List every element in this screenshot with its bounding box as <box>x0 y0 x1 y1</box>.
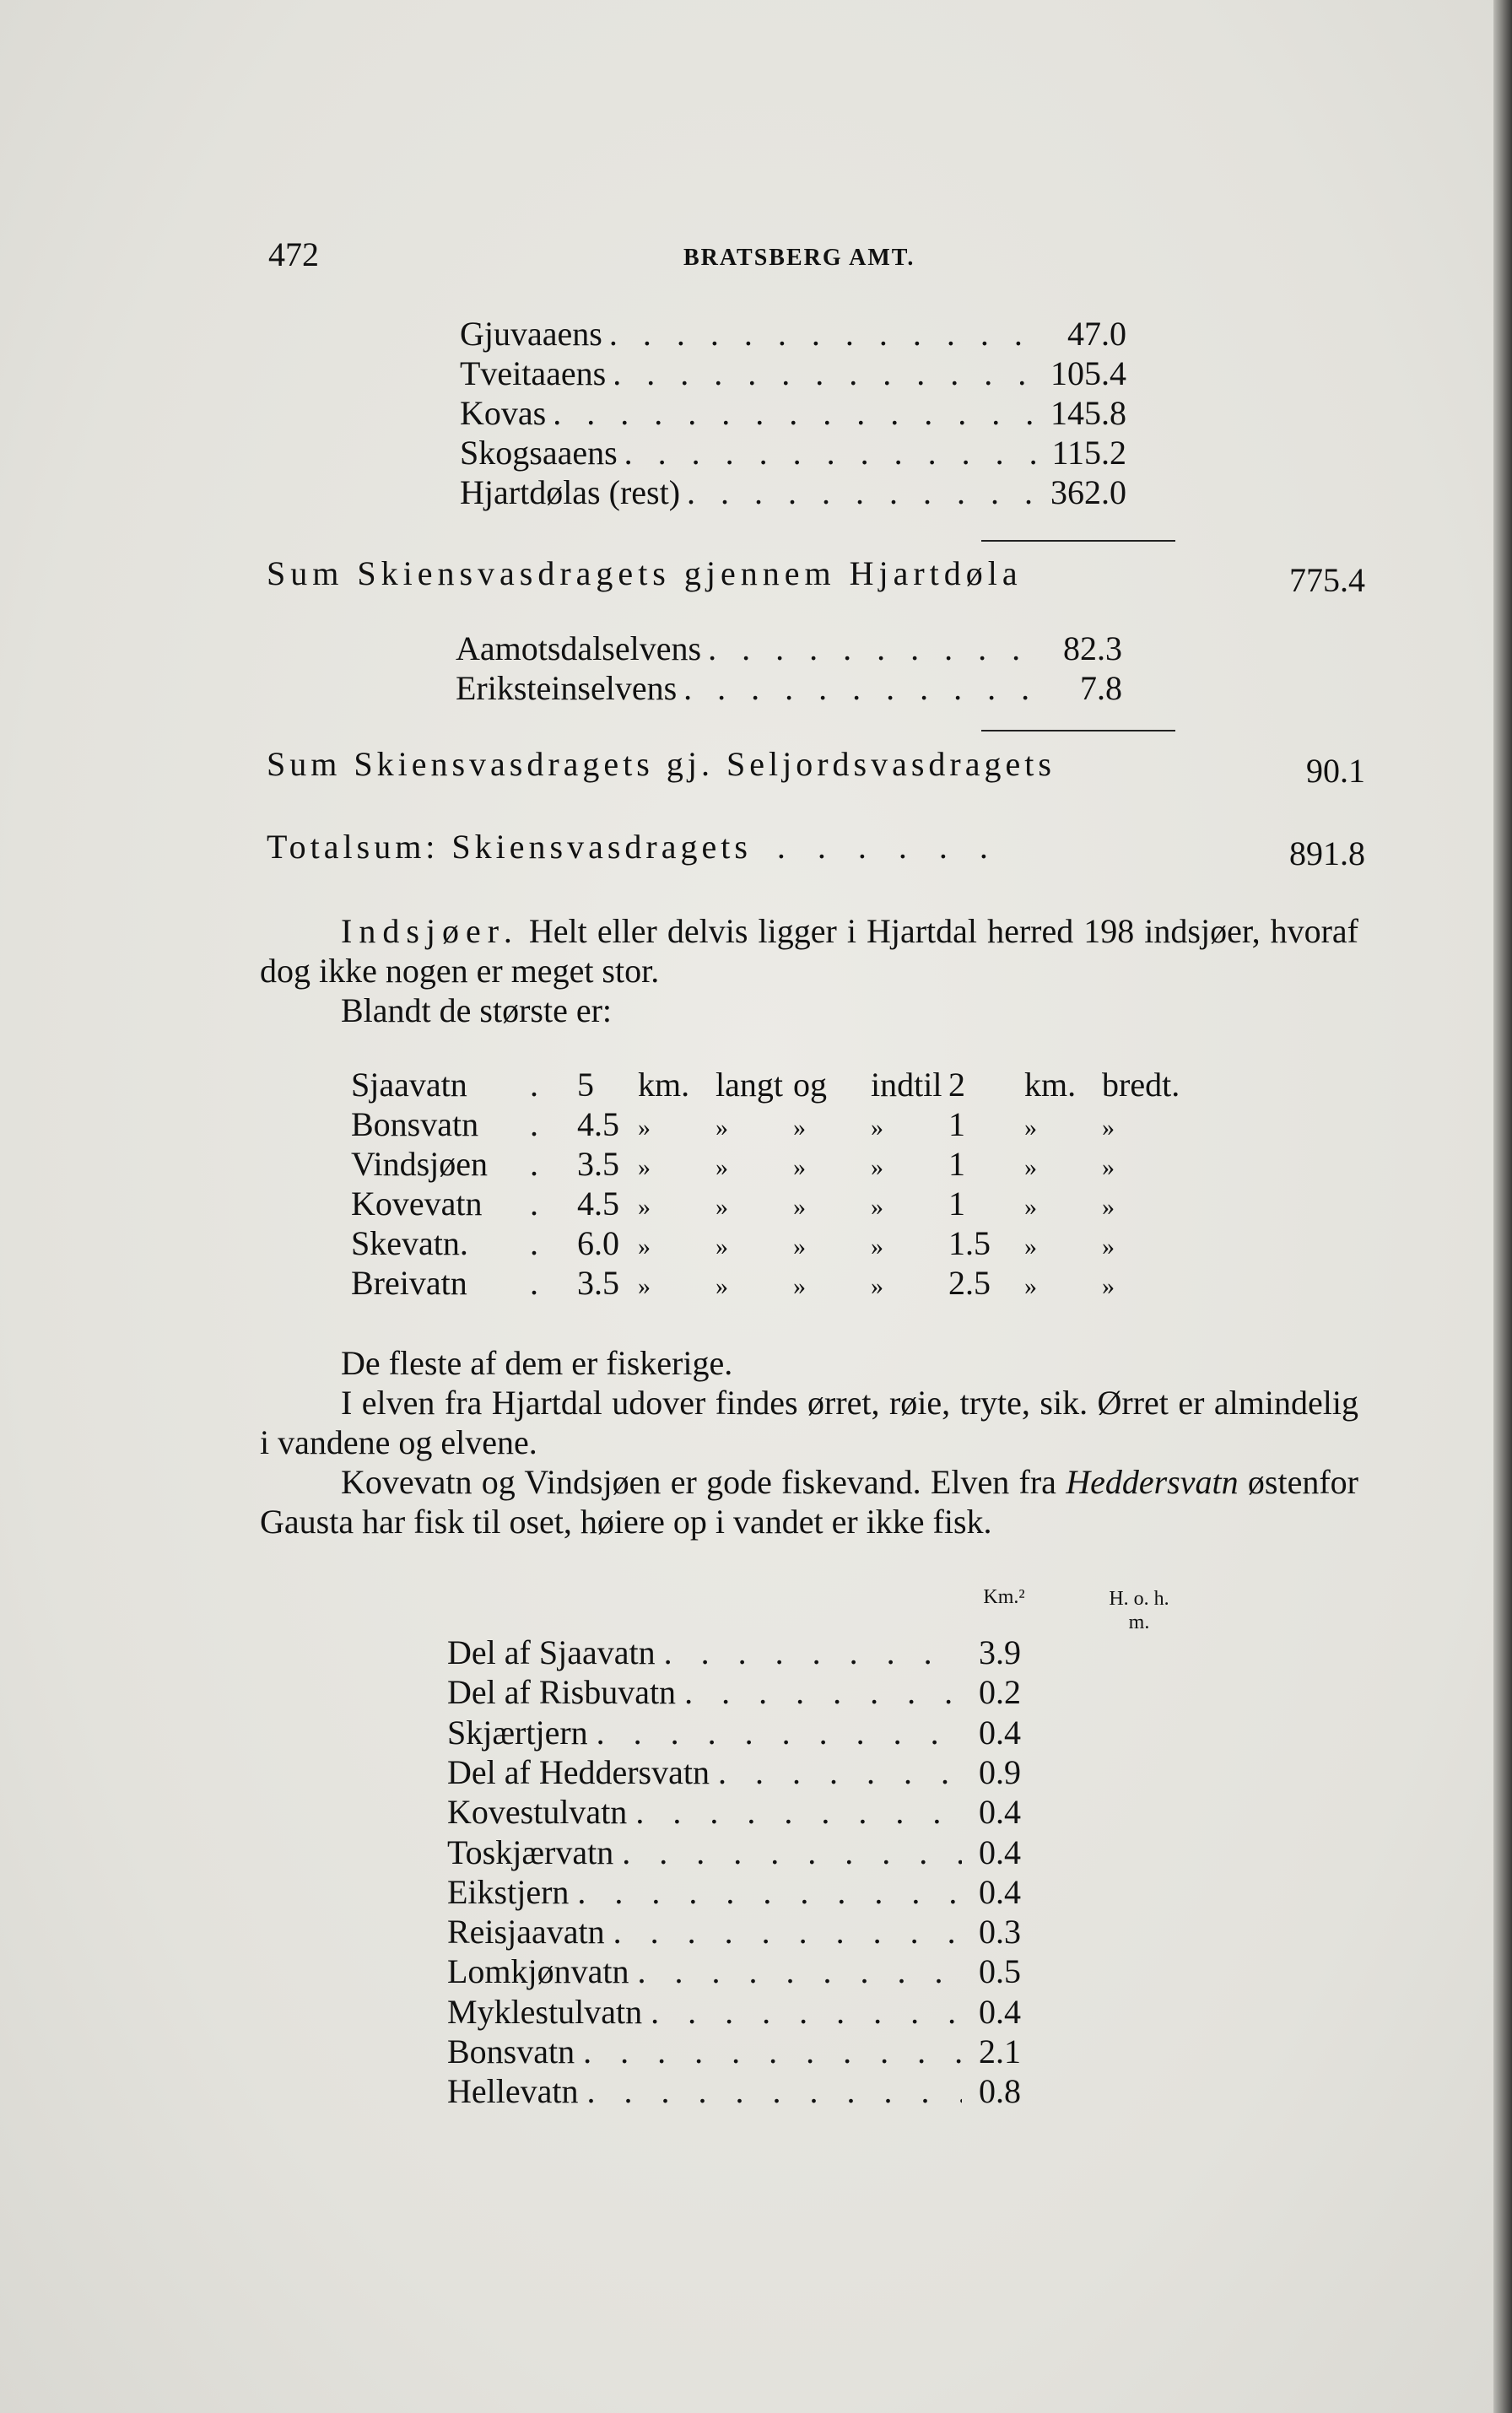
table-cell: » <box>793 1233 806 1260</box>
table-cell: 1 <box>948 1185 965 1223</box>
sum-rule <box>981 540 1175 542</box>
table-row <box>351 1223 1180 1263</box>
table-cell: 1 <box>948 1145 965 1183</box>
table-cell: » <box>1102 1114 1115 1142</box>
table-cell: » <box>1024 1114 1037 1142</box>
table-cell: » <box>1102 1272 1115 1300</box>
table-cell: » <box>1102 1153 1115 1181</box>
table-cell: bredt. <box>1102 1066 1180 1104</box>
table-cell: langt <box>716 1066 783 1104</box>
total-line: Totalsum: Skiensvasdragets . . . . . . <box>267 828 1000 866</box>
list-item: Del af Heddersvatn . . . 0.9 <box>447 1752 1021 1792</box>
table-cell: » <box>638 1233 651 1260</box>
list-item: Toskjærvatn . . . 0.4 <box>447 1833 1021 1872</box>
table-cell: Kovevatn <box>351 1185 483 1223</box>
table-cell: 4.5 <box>577 1105 619 1143</box>
table-cell: » <box>638 1114 651 1142</box>
column-header-hoh-unit: m. <box>1128 1611 1150 1633</box>
column-header-hoh: H. o. h. <box>1109 1588 1169 1610</box>
table-cell: 4.5 <box>577 1185 619 1223</box>
table-cell: » <box>716 1114 728 1142</box>
table-cell: » <box>1102 1193 1115 1221</box>
table-cell: » <box>793 1272 806 1300</box>
list-item: Reisjaavatn . . . 0.3 <box>447 1912 1021 1951</box>
list-item: Myklestulvatn . . . 0.4 <box>447 1992 1021 2032</box>
list-item: Hjartdølas (rest) . . . 362.0 <box>460 472 1126 512</box>
list-item: Gjuvaaens . . . 47.0 <box>460 314 1126 354</box>
table-cell: 2.5 <box>948 1264 991 1302</box>
table-cell: 2 <box>948 1066 965 1104</box>
page-edge-shadow <box>1493 0 1512 2413</box>
list-item: Bonsvatn . . . 2.1 <box>447 2032 1021 2071</box>
table-cell: » <box>1102 1233 1115 1260</box>
table-cell: km. <box>1024 1066 1077 1104</box>
table-cell: » <box>716 1153 728 1181</box>
table-cell: indtil <box>871 1066 942 1104</box>
table-cell: Sjaavatn <box>351 1066 467 1104</box>
table-cell: » <box>793 1114 806 1142</box>
table-cell: » <box>716 1193 728 1221</box>
table-cell: 3.5 <box>577 1264 619 1302</box>
table-cell: . <box>530 1264 538 1302</box>
list-item: Eikstjern . . . 0.4 <box>447 1872 1021 1912</box>
list-item: Del af Sjaavatn . . . 3.9 <box>447 1633 1021 1672</box>
list-item: Kovestulvatn . . . 0.4 <box>447 1792 1021 1832</box>
table-cell: Breivatn <box>351 1264 467 1302</box>
table-cell: » <box>871 1233 883 1260</box>
table-cell: » <box>871 1153 883 1181</box>
list-item: Tveitaaens . . . 105.4 <box>460 354 1126 393</box>
table-row <box>351 1263 1180 1303</box>
table-cell: km. <box>638 1066 690 1104</box>
table-cell: » <box>1024 1153 1037 1181</box>
table-cell: » <box>871 1193 883 1221</box>
table-cell: 5 <box>577 1066 594 1104</box>
table-cell: » <box>793 1193 806 1221</box>
list-item: Skogsaaens . . . 115.2 <box>460 433 1126 472</box>
list-item: Del af Risbuvatn . . . 0.2 <box>447 1672 1021 1712</box>
table-cell: » <box>871 1114 883 1142</box>
table-cell: Skevatn. <box>351 1224 468 1262</box>
table-cell: » <box>1024 1272 1037 1300</box>
table-cell: » <box>1024 1233 1037 1260</box>
table-row <box>351 1104 1180 1144</box>
table-cell: . <box>530 1224 538 1262</box>
table-cell: . <box>530 1105 538 1143</box>
table-cell: 1.5 <box>948 1224 991 1262</box>
list-item: Kovas . . . 145.8 <box>460 393 1126 433</box>
table-row <box>351 1065 1180 1104</box>
table-cell: Bonsvatn <box>351 1105 479 1143</box>
total-value: 891.8 <box>1289 834 1365 872</box>
table-cell: » <box>1024 1193 1037 1221</box>
list-item: Hellevatn . . . 0.8 <box>447 2071 1021 2111</box>
sum-line-hjartdola: Sum Skiensvasdragets gjennem Hjartdøla <box>267 554 1023 592</box>
table-cell: » <box>871 1272 883 1300</box>
table-cell: og <box>793 1066 827 1104</box>
table-cell: » <box>716 1233 728 1260</box>
list-item: Aamotsdalselvens . . . 82.3 <box>456 629 1122 668</box>
sum-line-seljord: Sum Skiensvasdragets gj. Seljordsvasdragets <box>267 745 1056 783</box>
table-cell: . <box>530 1185 538 1223</box>
table-cell: » <box>793 1153 806 1181</box>
fish-paragraphs: De fleste af dem er fiskerige. I elven fra Hjartdal udover findes ørret, røie, tryte, sik. Ørret er almindelig i vandene og elvene. Kovevatn og Vindsjøen er gode fiskevand. Elven fra Heddersvatn østenfor Gausta har fisk til oset, høiere op i vandet er ikke fisk. <box>260 1344 1358 1541</box>
column-header-km2: Km.² <box>983 1586 1025 1608</box>
table-cell: . <box>530 1066 538 1104</box>
sum-rule-2 <box>981 730 1175 731</box>
table-cell: Vindsjøen <box>351 1145 489 1183</box>
sum-value: 90.1 <box>1306 752 1365 790</box>
table-cell: » <box>638 1193 651 1221</box>
table-cell: » <box>716 1272 728 1300</box>
section-heading: Indsjøer. <box>341 912 519 950</box>
lakes-intro-paragraph: Indsjøer. Helt eller delvis ligger i Hjartdal herred 198 indsjøer, hvoraf dog ikke nogen er meget stor. Blandt de største er: <box>260 912 1358 1029</box>
sum-value: 775.4 <box>1289 561 1365 599</box>
running-title: BRATSBERG AMT. <box>683 245 915 271</box>
table-row <box>351 1144 1180 1184</box>
list-item: Eriksteinselvens . . . 7.8 <box>456 668 1122 708</box>
list-item: Skjærtjern . . . 0.4 <box>447 1713 1021 1752</box>
list-item: Lomkjønvatn . . . 0.5 <box>447 1951 1021 1991</box>
lake-dimensions-table <box>351 1065 1180 1303</box>
table-cell: 6.0 <box>577 1224 619 1262</box>
table-row <box>351 1184 1180 1223</box>
table-cell: 3.5 <box>577 1145 619 1183</box>
table-cell: 1 <box>948 1105 965 1143</box>
table-cell: » <box>638 1153 651 1181</box>
table-cell: » <box>638 1272 651 1300</box>
table-cell: . <box>530 1145 538 1183</box>
page-number: 472 <box>268 235 319 273</box>
